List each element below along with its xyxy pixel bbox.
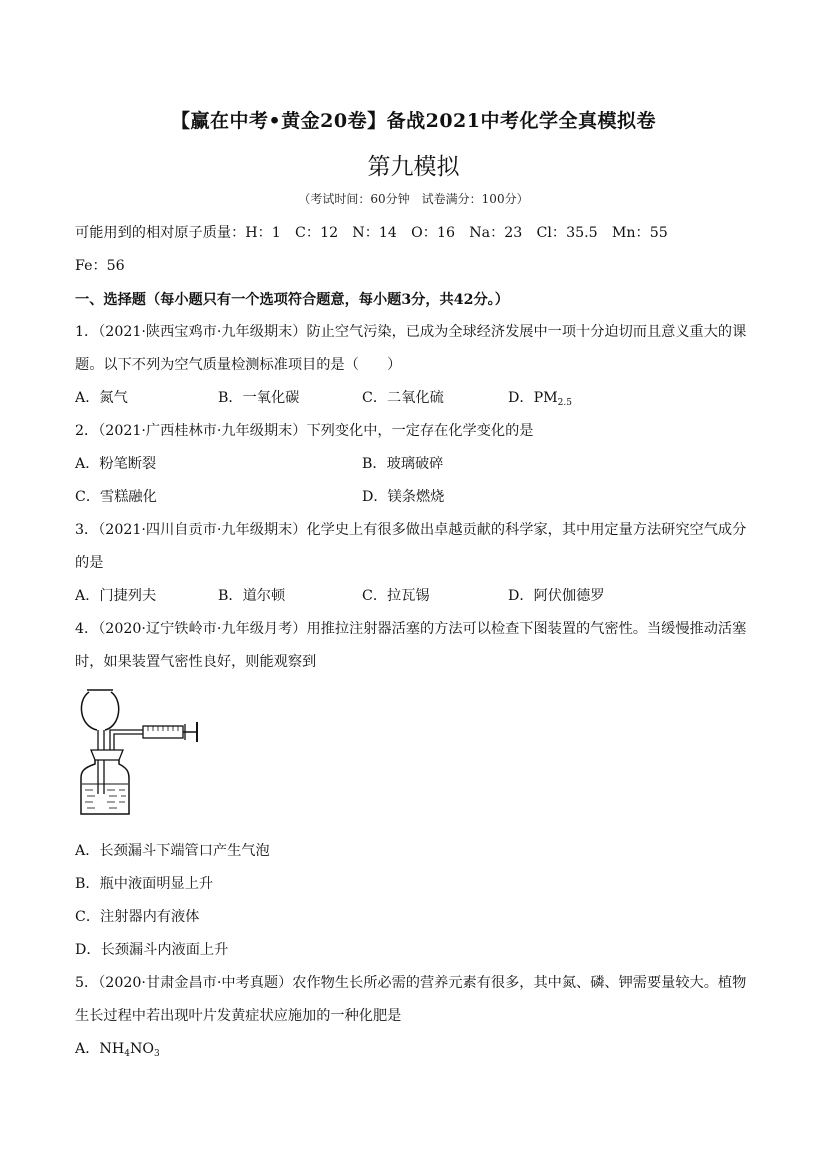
q3-stem-line-2: 的是	[75, 555, 104, 571]
q3-option-a: A．门捷列夫	[75, 588, 157, 604]
q3-option-c: C．拉瓦锡	[362, 588, 430, 604]
q2-option-d: D．镁条燃烧	[362, 489, 445, 505]
q1-option-d	[508, 387, 572, 407]
q1-option-b: B．一氧化碳	[218, 390, 300, 406]
exam-title: 【赢在中考•黄金20卷】备战2021中考化学全真模拟卷	[171, 110, 656, 132]
q5-option-a-subscript-1: 4	[124, 1049, 130, 1059]
q1-option-c: C．二氧化硫	[362, 390, 444, 406]
q5-stem-line-1: 5．（2020·甘肃金昌市·中考真题）农作物生长所必需的营养元素有很多，其中氮、磷、钾需要量较大。植物	[75, 975, 747, 991]
liquid-hatching	[85, 790, 126, 808]
q4-stem-line-2: 时，如果装置气密性良好，则能观察到	[75, 654, 317, 670]
q5-stem-line-2: 生长过程中若出现叶片发黄症状应施加的一种化肥是	[75, 1008, 402, 1024]
exam-info: （考试时间：60分钟 试卷满分：100分）	[298, 192, 529, 206]
exam-subtitle: 第九模拟	[367, 154, 460, 180]
wide-mouth-bottle	[81, 760, 129, 814]
section-heading: 一、选择题（每小题只有一个选项符合题意，每小题3分，共42分。）	[75, 292, 509, 308]
q5-option-a-subscript-2: 3	[154, 1049, 160, 1059]
q1-option-d-subscript: 2.5	[557, 398, 572, 408]
q1-option-a: A．氮气	[75, 390, 128, 406]
q1-stem-line-2: 题。以下不列为空气质量检测标准项目的是（ ）	[75, 357, 402, 373]
q4-stem-line-1: 4．（2020·辽宁铁岭市·九年级月考）用推拉注射器活塞的方法可以检查下图装置的气密性。当缓慢推动活塞	[75, 621, 747, 637]
q4-option-d: D．长颈漏斗内液面上升	[75, 942, 229, 958]
syringe-scale	[148, 726, 178, 731]
q2-option-a: A．粉笔断裂	[75, 456, 157, 472]
q2-stem-line-1: 2．（2021·广西桂林市·九年级期末）下列变化中，一定存在化学变化的是	[75, 423, 534, 439]
q2-option-c: C．雪糕融化	[75, 489, 157, 505]
q4-option-b: B．瓶中液面明显上升	[75, 876, 214, 892]
q3-option-b: B．道尔顿	[218, 588, 286, 604]
q3-option-d: D．阿伏伽德罗	[508, 588, 605, 604]
q5-option-a-text: A．NH	[75, 1041, 125, 1057]
q5-option-a	[75, 1038, 160, 1058]
rubber-stopper	[91, 750, 123, 760]
atomic-mass-line-1: 可能用到的相对原子质量：H：1 C：12 N：14 O：16 Na：23 Cl：35.5 Mn：55	[75, 225, 668, 241]
airtightness-apparatus-figure	[73, 686, 213, 818]
q4-option-c: C．注射器内有液体	[75, 909, 200, 925]
q3-stem-line-1: 3．（2021·四川自贡市·九年级期末）化学史上有很多做出卓越贡献的科学家，其中用定量方法研究空气成分	[75, 522, 747, 538]
q5-option-a-text-2: NO	[129, 1041, 155, 1057]
funnel-bulb	[81, 692, 118, 730]
side-tube-inner	[114, 734, 143, 750]
side-tube-outer	[110, 730, 143, 750]
q1-stem-line-1: 1．（2021·陕西宝鸡市·九年级期末）防止空气污染，已成为全球经济发展中一项十分迫切而且意义重大的课	[75, 324, 747, 340]
q2-option-b: B．玻璃破碎	[362, 456, 444, 472]
atomic-mass-line-2: Fe：56	[75, 258, 125, 274]
q1-option-d-text: D．PM	[508, 390, 558, 406]
q4-option-a: A．长颈漏斗下端管口产生气泡	[75, 843, 270, 859]
